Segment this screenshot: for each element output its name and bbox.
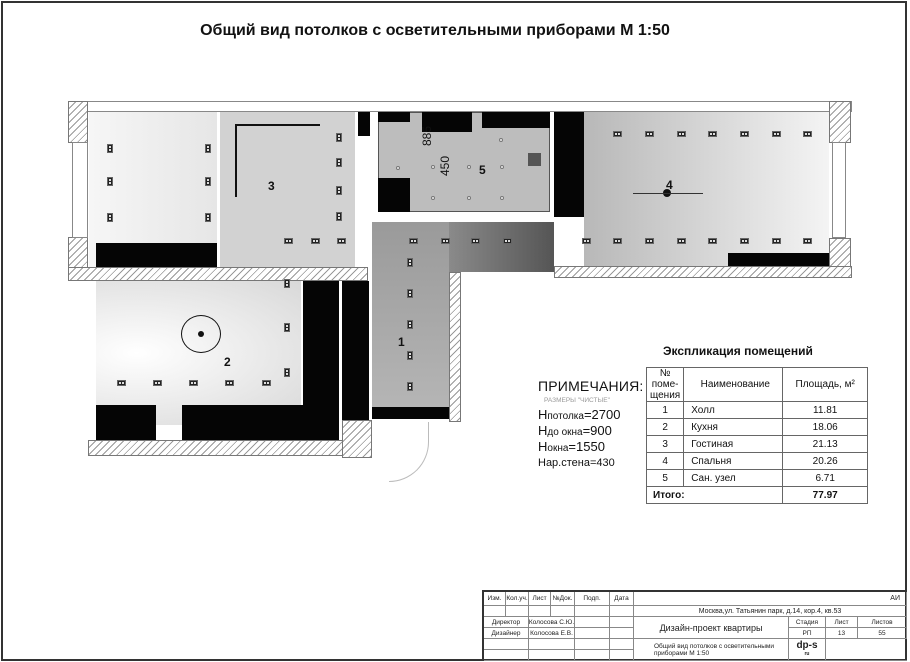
note-sub: потолка: [547, 411, 584, 422]
wall-pier: [829, 101, 851, 143]
room-number-4: 4: [666, 178, 673, 192]
stamp-stage-label: Стадия: [789, 617, 826, 628]
stamp-blank: [506, 606, 529, 617]
stamp-project: Дизайн-проект квартиры: [634, 617, 789, 639]
stamp-drawing-title: Общий вид потолков с осветительными приборами М 1:50: [634, 639, 789, 661]
total-label: Итого:: [647, 487, 783, 504]
notes-subheading: РАЗМЕРЫ "ЧИСТЫЕ": [544, 397, 610, 404]
spotlight: [336, 133, 342, 142]
spotlight: [189, 380, 198, 386]
hall-wall: [449, 272, 461, 422]
bath-downlight: [500, 196, 504, 200]
spotlight: [336, 186, 342, 195]
cell-name: Кухня: [684, 419, 783, 436]
hall-threshold: [372, 407, 449, 419]
spotlight: [803, 131, 812, 137]
note-label: H: [538, 423, 548, 438]
stamp-role-designer: Дизайнер: [484, 628, 529, 639]
spotlight: [471, 238, 480, 244]
spotlight: [740, 238, 749, 244]
spotlight: [205, 213, 211, 222]
bath-downlight: [467, 196, 471, 200]
cell-name: Гостиная: [684, 436, 783, 453]
bath-downlight: [396, 166, 400, 170]
spotlight: [107, 177, 113, 186]
table-header-row: [647, 368, 868, 402]
stamp-header-doc: №Док.: [551, 592, 575, 606]
col-area: Площадь, м²: [783, 368, 868, 402]
cell-num: 5: [647, 470, 684, 487]
entrance-door: [389, 422, 429, 482]
stamp-stage: РП: [789, 628, 826, 639]
bedroom-cabinet: [728, 253, 829, 267]
stamp-header-list: Лист: [529, 592, 551, 606]
wall-partition: [68, 267, 368, 281]
note-outer-wall: [538, 456, 648, 470]
spotlight: [613, 131, 622, 137]
spotlight: [503, 238, 512, 244]
spotlight: [336, 158, 342, 167]
spotlight: [225, 380, 234, 386]
window-left: [72, 142, 88, 238]
spotlight: [284, 323, 290, 332]
spotlight: [407, 289, 413, 298]
spotlight: [284, 368, 290, 377]
stamp-blank: [551, 606, 575, 617]
kitchen-unit: [96, 405, 156, 441]
hall-closet: [342, 281, 369, 431]
stamp-blank: [575, 639, 610, 650]
logo-text: dp-s: [796, 639, 818, 651]
title-block: [482, 590, 907, 661]
bath-downlight: [431, 165, 435, 169]
stamp-sheet-number: 13: [826, 628, 858, 639]
notes-block: [538, 378, 648, 470]
spotlight: [803, 238, 812, 244]
spotlight: [409, 238, 418, 244]
table-row: [647, 419, 868, 436]
bath-cabinet: [378, 178, 410, 212]
spotlight: [205, 177, 211, 186]
stamp-blank: [610, 606, 634, 617]
cell-area: 11.81: [783, 402, 868, 419]
note-value: =430: [589, 457, 615, 469]
spotlight: [284, 279, 290, 288]
room-number-2: 2: [224, 355, 231, 369]
note-value: =1550: [568, 439, 605, 454]
stamp-blank: [484, 606, 506, 617]
spotlight: [645, 238, 654, 244]
wall-bottom: [88, 440, 370, 456]
bath-fixture: [378, 112, 410, 122]
room-number-1: 1: [398, 335, 405, 349]
table-row: [647, 402, 868, 419]
stamp-blank: [610, 650, 634, 661]
stamp-sheet-count: 55: [858, 628, 907, 639]
note-label: H: [538, 407, 548, 422]
stamp-header-sign: Подп.: [575, 592, 610, 606]
drawing-title: Общий вид потолков с осветительными приборами М 1:50: [200, 22, 670, 39]
cell-name: Спальня: [684, 453, 783, 470]
cell-num: 2: [647, 419, 684, 436]
explication-table: [646, 367, 868, 504]
spotlight: [677, 131, 686, 137]
stamp-blank: [610, 617, 634, 628]
stamp-name-designer: Колосова Е.В.: [529, 628, 575, 639]
cell-area: 18.06: [783, 419, 868, 436]
stamp-blank: [575, 617, 610, 628]
room-number-5: 5: [479, 163, 486, 177]
logo-sub: ru: [804, 650, 810, 657]
spotlight: [708, 238, 717, 244]
cell-area: 21.13: [783, 436, 868, 453]
explication-title: Экспликация помещений: [663, 344, 813, 358]
cabinet: [96, 243, 217, 267]
table-row: [647, 436, 868, 453]
stamp-role-director: Директор: [484, 617, 529, 628]
stamp-blank: [826, 639, 907, 661]
col-room-number: № поме-щения: [647, 368, 684, 402]
bath-downlight: [499, 138, 503, 142]
stamp-logo-cell: [789, 639, 826, 661]
spotlight: [107, 213, 113, 222]
spotlight: [772, 238, 781, 244]
spotlight: [582, 238, 591, 244]
wall-pier: [68, 101, 88, 143]
stamp-blank: [610, 628, 634, 639]
spotlight: [153, 380, 162, 386]
wardrobe: [554, 112, 584, 217]
col-name: Наименование: [684, 368, 783, 402]
bath-fixture: [482, 112, 550, 128]
cell-num: 4: [647, 453, 684, 470]
stamp-blank: [529, 650, 575, 661]
stamp-blank: [484, 639, 529, 650]
spotlight: [117, 380, 126, 386]
spotlight: [772, 131, 781, 137]
stamp-blank: [575, 650, 610, 661]
room-2-kitchen: [96, 281, 301, 425]
stamp-blank: [610, 639, 634, 650]
outer-wall-top: [87, 101, 852, 112]
bath-downlight: [500, 165, 504, 169]
bath-downlight: [431, 196, 435, 200]
cell-num: 3: [647, 436, 684, 453]
stamp-code: АИ: [634, 592, 907, 606]
track-light: [235, 124, 320, 126]
stamp-sheet-label: Лист: [826, 617, 858, 628]
stamp-blank: [529, 639, 575, 650]
stamp-header-kolvo: Кол.уч.: [506, 592, 529, 606]
cell-num: 1: [647, 402, 684, 419]
window-right: [832, 142, 846, 238]
spotlight: [407, 351, 413, 360]
dimension-885: 885: [420, 125, 434, 146]
stamp-blank: [484, 650, 529, 661]
note-sub: до окна: [547, 427, 583, 438]
bath-downlight: [467, 165, 471, 169]
spotlight: [677, 238, 686, 244]
table-row: [647, 470, 868, 487]
chandelier-center: [198, 331, 204, 337]
spotlight: [613, 238, 622, 244]
stamp-blank: [529, 606, 551, 617]
hall-corridor: [449, 222, 554, 272]
company-logo: [796, 639, 818, 658]
spotlight: [337, 238, 346, 244]
room-1-hall: [372, 222, 449, 407]
chandelier-arms: [633, 193, 703, 194]
spotlight: [708, 131, 717, 137]
cell-name: Холл: [684, 402, 783, 419]
stamp-blank: [575, 606, 610, 617]
spotlight: [407, 258, 413, 267]
cell-area: 20.26: [783, 453, 868, 470]
spotlight: [284, 238, 293, 244]
stamp-name-director: Колосова С.Ю.: [529, 617, 575, 628]
table-row: [647, 453, 868, 470]
spotlight: [740, 131, 749, 137]
spotlight: [407, 382, 413, 391]
stamp-address: Москва,ул. Татьянин парк, д.14, кор.4, кв.53: [634, 606, 907, 617]
note-sub: окна: [547, 443, 569, 454]
dimension-450: 450: [438, 155, 452, 176]
spotlight: [407, 320, 413, 329]
spotlight: [262, 380, 271, 386]
note-sill-height: [538, 424, 648, 440]
note-window-height: [538, 440, 648, 456]
stamp-header-izm: Изм.: [484, 592, 506, 606]
column: [358, 112, 370, 136]
track-light: [235, 124, 237, 197]
hall-wall: [342, 420, 372, 458]
spotlight: [645, 131, 654, 137]
spotlight: [205, 144, 211, 153]
total-value: 77.97: [783, 487, 868, 504]
stamp-sheets-label: Листов: [858, 617, 907, 628]
stamp-header-date: Дата: [610, 592, 634, 606]
note-value: =900: [582, 423, 612, 438]
note-label: Нар.стена: [538, 457, 590, 469]
note-label: H: [538, 439, 548, 454]
bath-vent: [528, 153, 541, 166]
table-total-row: [647, 487, 868, 504]
cell-area: 6.71: [783, 470, 868, 487]
spotlight: [107, 144, 113, 153]
notes-heading: ПРИМЕЧАНИЯ:: [538, 378, 644, 394]
spotlight: [311, 238, 320, 244]
stamp-blank: [575, 628, 610, 639]
room-number-3: 3: [268, 179, 275, 193]
cell-name: Сан. узел: [684, 470, 783, 487]
spotlight: [336, 212, 342, 221]
wall-bottom-right: [554, 266, 852, 278]
note-value: =2700: [583, 407, 621, 422]
spotlight: [441, 238, 450, 244]
note-ceiling-height: [538, 408, 648, 424]
